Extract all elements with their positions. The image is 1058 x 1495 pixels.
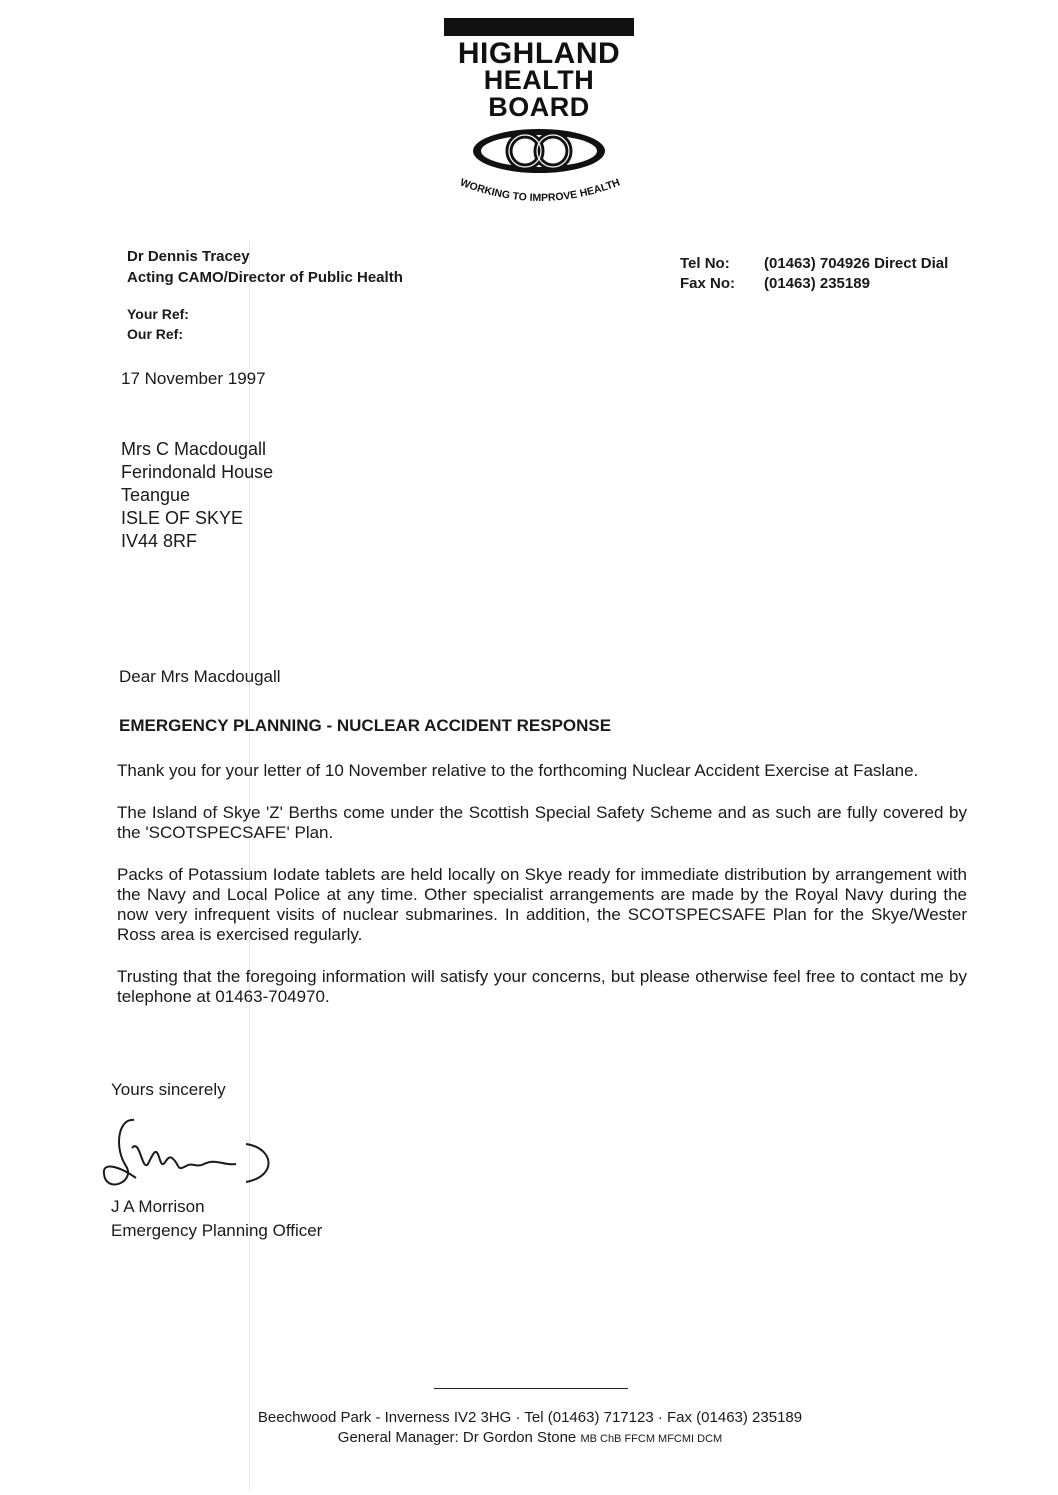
fax-value: (01463) 235189 [764, 275, 870, 292]
closing: Yours sincerely [111, 1080, 226, 1099]
footer-address-line: Beechwood Park - Inverness IV2 3HG · Tel (01463) 717123 · Fax (01463) 235189 [257, 1409, 803, 1426]
body-paragraph: Trusting that the foregoing information will satisfy your concerns, but please otherwise feel free to contact me by telephone at 01463-704970. [117, 967, 967, 1006]
body-paragraph: Thank you for your letter of 10 November relative to the forthcoming Nuclear Accident Exercise at Faslane. [117, 761, 919, 780]
fax-row [680, 274, 948, 294]
tel-row [680, 254, 948, 274]
logo-line-1: HIGHLAND [457, 37, 621, 70]
recipient-address [121, 438, 273, 553]
address-line: IV44 8RF [121, 531, 198, 551]
body-paragraph: Packs of Potassium Iodate tablets are held locally on Skye ready for immediate distribution by arrangement with the Navy and Local Police at any time. Other specialist arrangements are made by the Royal Navy during the now very infrequent visits of nuclear submarines. In addition, the SCOTSPECSAFE Plan for the Skye/Wester Ross area is exercised regularly. [117, 865, 967, 944]
highland-health-board-logo [444, 18, 634, 215]
tel-value: (01463) 704926 Direct Dial [764, 255, 949, 272]
logo-motto [440, 171, 640, 215]
body-paragraph: The Island of Skye 'Z' Berths come under the Scottish Special Safety Scheme and as such are fully covered by the 'SCOTSPECSAFE' Plan. [117, 803, 967, 842]
address-line: Ferindonald House [121, 462, 274, 482]
handwritten-signature [96, 1108, 286, 1200]
reference-block [127, 304, 189, 344]
signer-block [111, 1195, 322, 1243]
letter-date: 17 November 1997 [121, 369, 266, 388]
your-ref: Your Ref: [127, 306, 189, 322]
address-line: Teangue [121, 485, 191, 505]
our-ref: Our Ref: [127, 326, 183, 342]
letter-body [117, 761, 967, 1029]
signer-name: J A Morrison [111, 1197, 205, 1216]
sender-block [127, 246, 403, 288]
svg-text:WORKING TO IMPROVE HEALTH: WORKING TO IMPROVE HEALTH [458, 176, 622, 205]
footer-manager-line [150, 1428, 910, 1449]
salutation: Dear Mrs Macdougall [119, 667, 281, 686]
signer-role: Emergency Planning Officer [111, 1221, 323, 1240]
tel-label: Tel No: [680, 255, 730, 272]
sender-name: Dr Dennis Tracey [127, 248, 250, 265]
address-line: ISLE OF SKYE [121, 508, 244, 528]
fax-label: Fax No: [680, 275, 736, 292]
footer [150, 1408, 910, 1449]
footer-qualifications: MB ChB FFCM MFCMI DCM [580, 1433, 723, 1445]
contact-block [680, 254, 948, 294]
logo-line-2: HEALTH BOARD [483, 65, 595, 122]
footer-divider [434, 1388, 628, 1389]
logo-top-bar [444, 18, 634, 36]
address-line: Mrs C Macdougall [121, 439, 267, 459]
celtic-knot-icon [469, 125, 609, 177]
subject-heading: EMERGENCY PLANNING - NUCLEAR ACCIDENT RESPONSE [119, 716, 612, 735]
sender-title: Acting CAMO/Director of Public Health [127, 269, 403, 286]
footer-manager: General Manager: Dr Gordon Stone [337, 1429, 577, 1446]
